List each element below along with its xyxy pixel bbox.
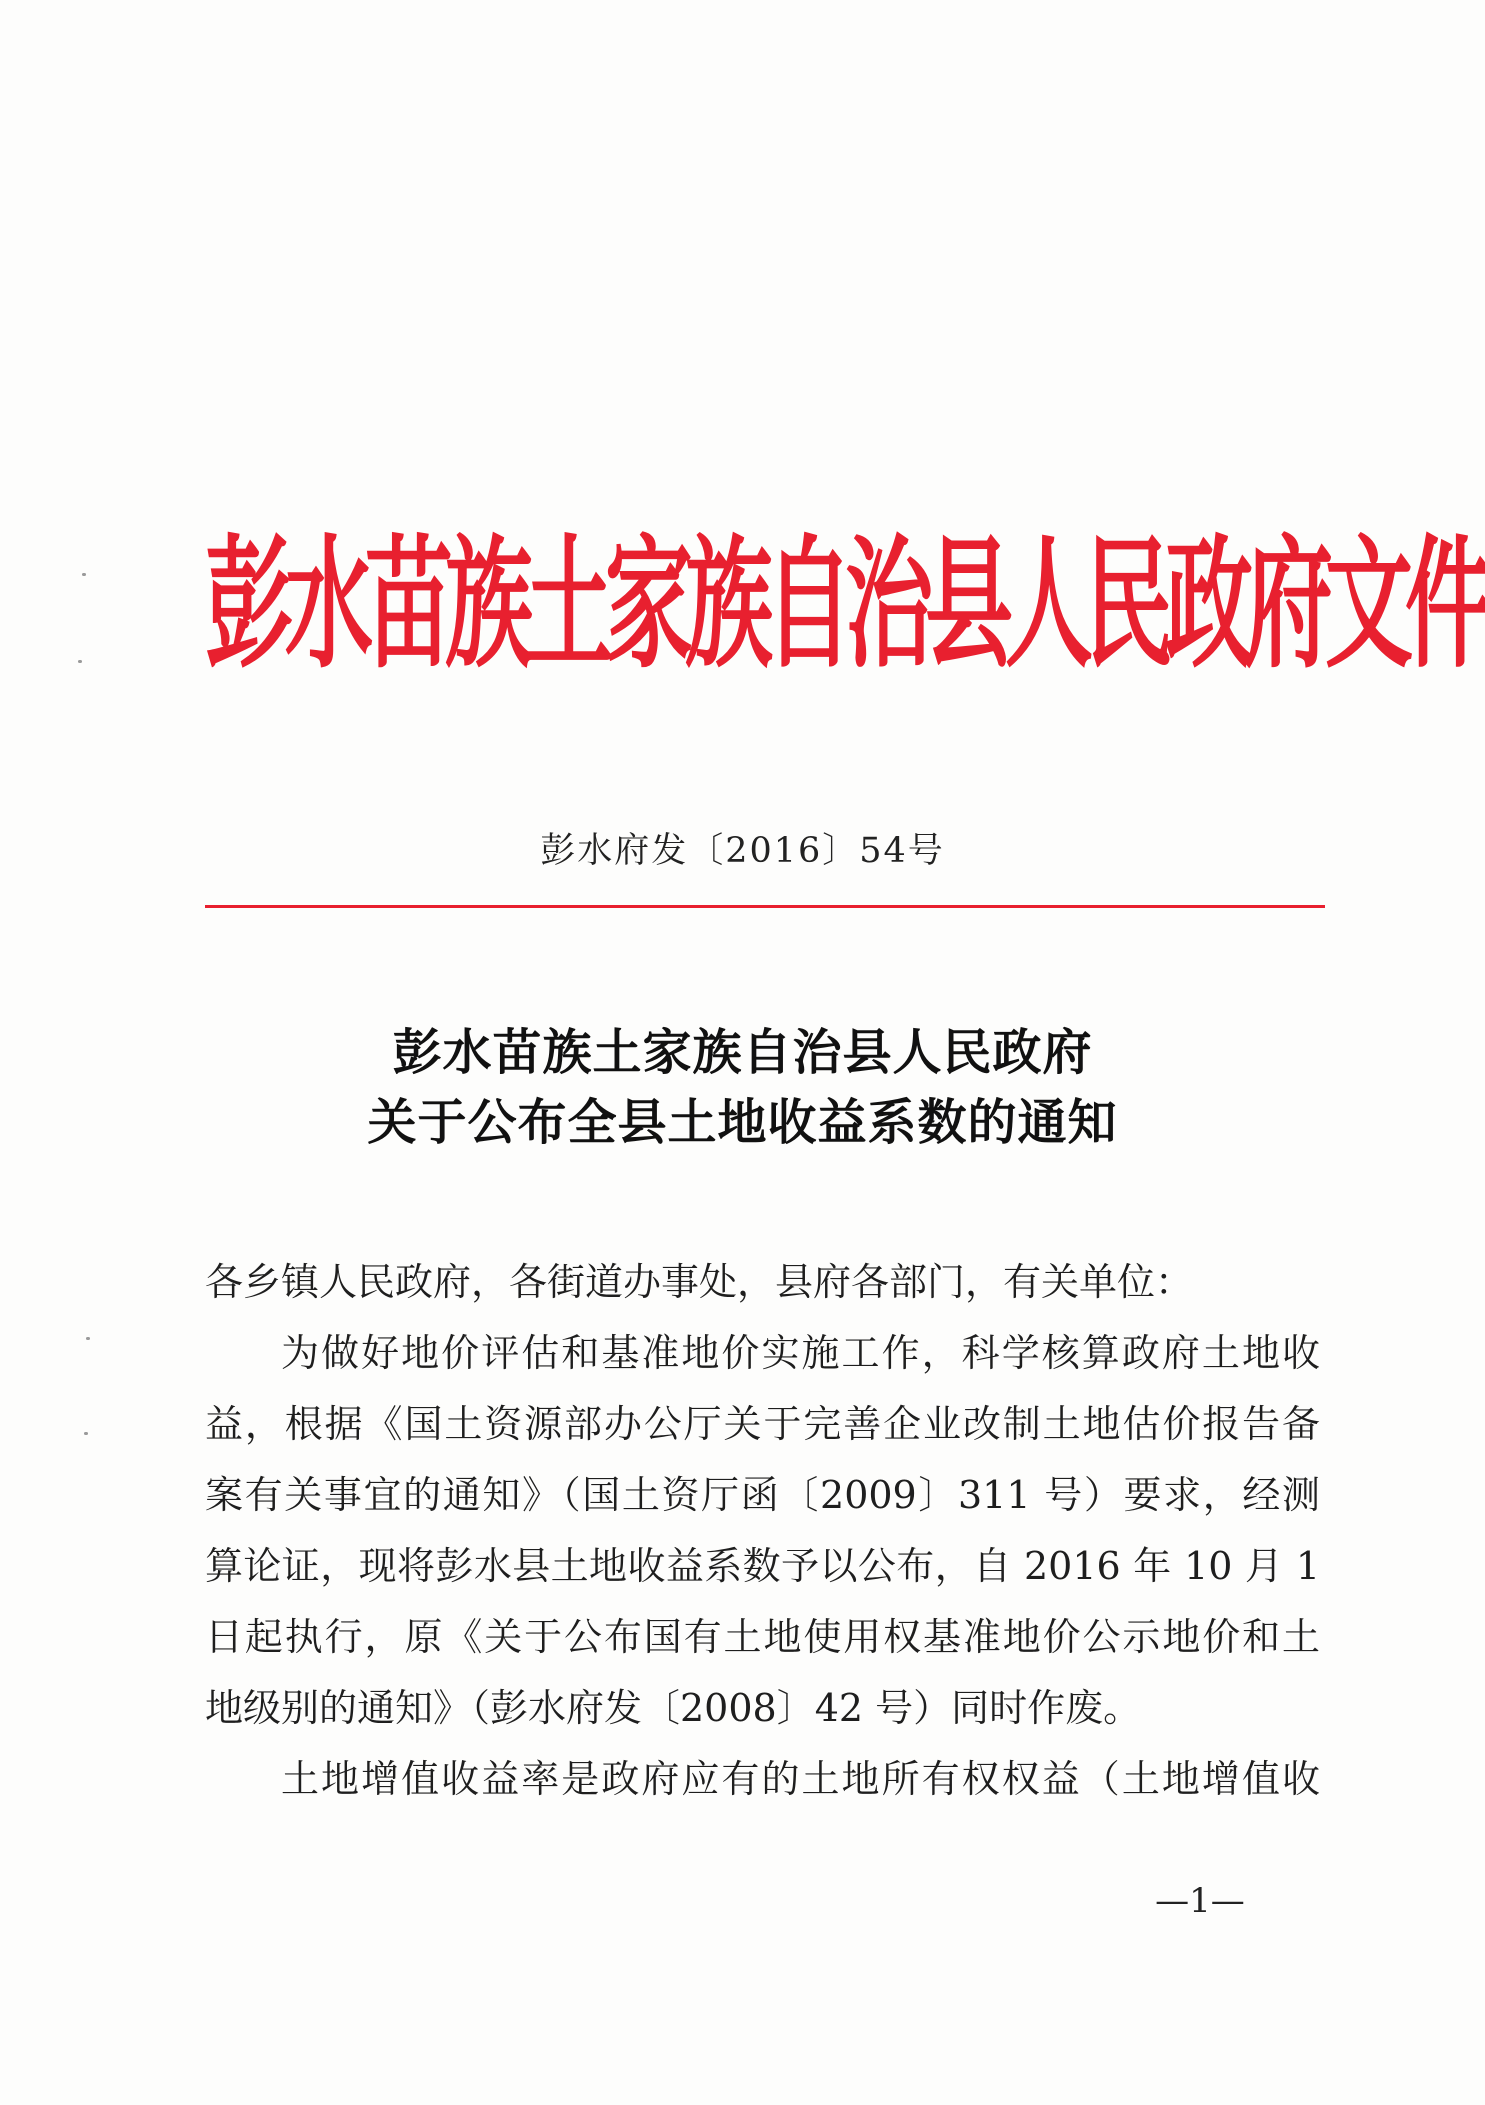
page-number: —1— (1155, 1881, 1245, 1921)
salutation: 各乡镇人民政府，各街道办事处，县府各部门，有关单位： (205, 1260, 1194, 1304)
red-divider-line (205, 905, 1325, 908)
document-body (205, 1247, 1320, 1815)
title-line-2: 关于公布全县土地收益系数的通知 (367, 1094, 1118, 1151)
title-line-1: 彭水苗族土家族自治县人民政府 (392, 1024, 1093, 1081)
body-line: 日起执行，原《关于公布国有土地使用权基准地价公示地价和土 (205, 1615, 1320, 1659)
scan-speck (84, 1432, 88, 1435)
scan-speck (78, 660, 82, 663)
scan-speck (82, 573, 86, 576)
issuer-file-header: 彭水苗族土家族自治县人民政府文件 (205, 520, 1485, 688)
body-line: 为做好地价评估和基准地价实施工作，科学核算政府土地收 (281, 1331, 1320, 1375)
body-line: 益，根据《国土资源部办公厅关于完善企业改制土地估价报告备 (205, 1402, 1320, 1446)
scan-speck (86, 1337, 90, 1340)
body-line: 算论证，现将彭水县土地收益系数予以公布，自 2016 年 10 月 1 (205, 1544, 1320, 1588)
body-line: 地级别的通知》（彭水府发〔2008〕42 号）同时作废。 (205, 1686, 1142, 1730)
body-line: 案有关事宜的通知》（国土资厅函〔2009〕311 号）要求，经测 (205, 1473, 1320, 1517)
document-title (0, 1018, 1485, 1158)
body-line: 土地增值收益率是政府应有的土地所有权权益（土地增值收 (281, 1757, 1320, 1801)
document-number: 彭水府发〔2016〕54号 (540, 831, 945, 871)
